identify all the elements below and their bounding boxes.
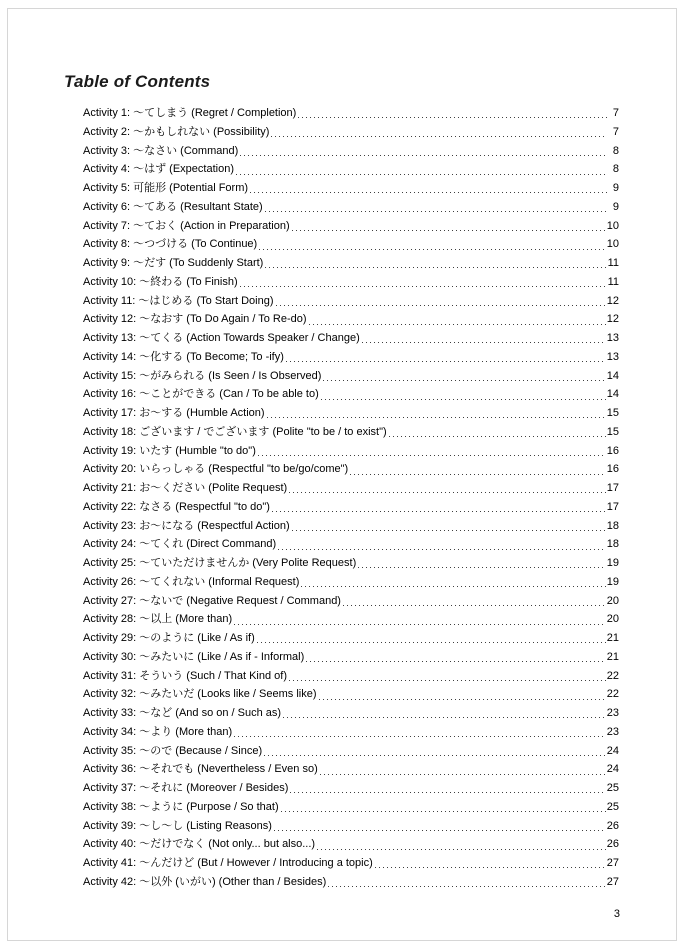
toc-entry[interactable] (83, 817, 619, 836)
toc-entry-page: 19 (606, 557, 619, 569)
dot-leader (323, 380, 605, 381)
document-page (7, 8, 677, 941)
toc-entry-page: 7 (612, 125, 619, 138)
toc-entry-page: 17 (606, 500, 619, 513)
toc-entry[interactable] (83, 367, 619, 386)
dot-leader (240, 286, 607, 287)
dot-leader (265, 267, 606, 268)
dot-leader (375, 867, 606, 868)
toc-entry-page: 22 (606, 688, 619, 701)
toc-entry[interactable] (83, 160, 619, 179)
toc-entry-label: Activity 12: ～なおす (To Do Again / To Re-do) (83, 313, 307, 326)
toc-entry[interactable] (83, 329, 619, 348)
toc-entry[interactable] (83, 685, 619, 704)
toc-entry-page: 8 (612, 163, 619, 176)
toc-entry[interactable] (83, 179, 619, 198)
dot-leader (306, 661, 605, 662)
toc-entry-page: 16 (606, 444, 619, 457)
toc-entry-label: Activity 39: ～し～し (Listing Reasons) (83, 819, 272, 832)
dot-leader (290, 792, 605, 793)
toc-entry[interactable] (83, 348, 619, 367)
toc-entry-page: 13 (606, 350, 619, 363)
dot-leader (234, 624, 606, 625)
toc-entry-page: 14 (606, 388, 619, 401)
toc-entry-page: 20 (606, 594, 619, 607)
toc-entry-page: 25 (606, 782, 619, 794)
dot-leader (274, 830, 606, 831)
toc-entry-label: Activity 40: ～だけでなく (Not only... but also...) (83, 838, 316, 851)
toc-entry-page: 12 (606, 294, 619, 307)
dot-leader (362, 342, 606, 343)
toc-entry-label: Activity 14: ～化する (To Become; To -ify) (83, 350, 284, 363)
toc-entry[interactable] (83, 629, 619, 648)
toc-entry[interactable] (83, 704, 619, 723)
dot-leader (309, 324, 606, 325)
toc-entry-label: Activity 2: ～かもしれない (Possibility) (83, 125, 270, 138)
toc-entry-label: Activity 21: お～ください (Polite Request) (83, 482, 288, 494)
table-of-contents (83, 104, 619, 892)
dot-leader (283, 717, 606, 718)
page-title: Table of Contents (64, 72, 211, 91)
toc-entry[interactable] (83, 798, 619, 817)
toc-entry-page: 17 (606, 482, 619, 494)
dot-leader (343, 605, 606, 606)
toc-entry-page: 13 (606, 332, 619, 344)
toc-entry[interactable] (83, 217, 619, 236)
toc-entry[interactable] (83, 610, 619, 629)
toc-entry[interactable] (83, 648, 619, 667)
toc-entry[interactable] (83, 723, 619, 742)
toc-entry-page: 22 (606, 669, 619, 682)
toc-entry-label: Activity 7: ～ておく (Action in Preparation) (83, 219, 290, 232)
dot-leader (236, 174, 607, 175)
toc-entry[interactable] (83, 835, 619, 854)
toc-entry-page: 10 (606, 238, 619, 251)
toc-entry-label: Activity 16: ～ことができる (Can / To be able to) (83, 388, 319, 401)
dot-leader (278, 549, 606, 550)
dot-leader (319, 699, 606, 700)
dot-leader (321, 399, 606, 400)
toc-entry-label: Activity 33: ～など (And so on / Such as) (83, 707, 282, 719)
toc-entry-label: Activity 22: なさる (Respectful "to do") (83, 500, 270, 513)
toc-entry-label: Activity 36: ～それでも (Nevertheless / Even so) (83, 763, 318, 776)
dot-leader (317, 849, 606, 850)
toc-entry-page: 25 (606, 800, 619, 813)
toc-entry-page: 24 (606, 744, 619, 757)
toc-entry-label: Activity 26: ～てくれない (Informal Request) (83, 575, 300, 588)
toc-entry-label: Activity 42: ～以外 (いがい) (Other than / Besides) (83, 875, 327, 888)
toc-entry-label: Activity 28: ～以上 (More than) (83, 613, 233, 626)
dot-leader (320, 774, 606, 775)
dot-leader (240, 155, 607, 156)
toc-entry-label: Activity 9: ～だす (To Suddenly Start) (83, 257, 264, 269)
dot-leader (286, 361, 606, 362)
toc-entry-page: 8 (612, 144, 619, 157)
toc-entry-label: Activity 10: ～終わる (To Finish) (83, 275, 238, 288)
toc-entry-page: 27 (606, 857, 619, 869)
toc-entry-label: Activity 8: ～つづける (To Continue) (83, 238, 258, 251)
toc-entry[interactable] (83, 442, 619, 461)
toc-entry[interactable] (83, 423, 619, 442)
toc-entry[interactable] (83, 873, 619, 892)
toc-entry-page: 19 (606, 575, 619, 588)
toc-entry-label: Activity 30: ～みたいに (Like / As if - Informal) (83, 650, 305, 663)
dot-leader (389, 436, 606, 437)
dot-leader (267, 417, 606, 418)
dot-leader (298, 117, 607, 118)
dot-leader (258, 455, 606, 456)
toc-entry-label: Activity 19: いたす (Humble "to do") (83, 444, 256, 457)
toc-entry[interactable] (83, 198, 619, 217)
toc-entry[interactable] (83, 535, 619, 554)
toc-entry-page: 15 (606, 425, 619, 438)
dot-leader (328, 886, 605, 887)
toc-entry-page: 9 (612, 200, 619, 213)
toc-entry-page: 7 (612, 107, 619, 119)
dot-leader (259, 249, 606, 250)
toc-entry[interactable] (83, 254, 619, 273)
toc-entry-label: Activity 11: ～はじめる (To Start Doing) (83, 294, 274, 307)
toc-entry-page: 18 (606, 538, 619, 551)
toc-entry[interactable] (83, 460, 619, 479)
toc-entry-label: Activity 35: ～ので (Because / Since) (83, 744, 263, 757)
dot-leader (272, 511, 606, 512)
toc-entry-page: 11 (607, 257, 619, 269)
toc-entry-label: Activity 37: ～それに (Moreover / Besides) (83, 782, 289, 794)
toc-entry-page: 15 (606, 407, 619, 419)
toc-entry-label: Activity 4: ～はず (Expectation) (83, 163, 234, 176)
toc-entry-label: Activity 6: ～てある (Resultant State) (83, 200, 263, 213)
dot-leader (289, 680, 606, 681)
toc-entry-page: 9 (612, 182, 619, 194)
toc-entry-page: 10 (606, 219, 619, 232)
toc-entry[interactable] (83, 123, 619, 142)
dot-leader (358, 567, 606, 568)
dot-leader (265, 211, 607, 212)
dot-leader (264, 755, 606, 756)
dot-leader (301, 586, 605, 587)
toc-entry[interactable] (83, 404, 619, 423)
dot-leader (276, 305, 606, 306)
toc-entry-label: Activity 3: ～なさい (Command) (83, 144, 239, 157)
toc-entry-label: Activity 32: ～みたいだ (Looks like / Seems like) (83, 688, 317, 701)
toc-entry[interactable] (83, 573, 619, 592)
toc-entry-page: 20 (606, 613, 619, 626)
toc-entry[interactable] (83, 760, 619, 779)
toc-entry[interactable] (83, 292, 619, 311)
toc-entry[interactable] (83, 592, 619, 611)
toc-entry-label: Activity 38: ～ように (Purpose / So that) (83, 800, 279, 813)
toc-entry-page: 23 (606, 725, 619, 738)
dot-leader (250, 192, 607, 193)
toc-entry-label: Activity 31: そういう (Such / That Kind of) (83, 669, 287, 682)
toc-entry-page: 26 (606, 838, 619, 851)
toc-entry[interactable] (83, 104, 619, 123)
toc-entry[interactable] (83, 779, 619, 798)
dot-leader (234, 736, 606, 737)
toc-entry-label: Activity 13: ～てくる (Action Towards Speaker / Change) (83, 332, 360, 344)
toc-entry-label: Activity 15: ～がみられる (Is Seen / Is Observed) (83, 369, 322, 382)
toc-entry[interactable] (83, 498, 619, 517)
dot-leader (257, 642, 606, 643)
toc-entry-label: Activity 20: いらっしゃる (Respectful "to be/go/come") (83, 463, 349, 476)
dot-leader (292, 230, 606, 231)
toc-entry-label: Activity 1: ～てしまう (Regret / Completion) (83, 107, 297, 119)
toc-entry-page: 14 (606, 369, 619, 382)
toc-entry-page: 23 (606, 707, 619, 719)
page-number: 3 (613, 908, 620, 920)
toc-entry[interactable] (83, 667, 619, 686)
toc-entry-label: Activity 25: ～ていただけませんか (Very Polite Request) (83, 557, 357, 569)
toc-entry[interactable] (83, 742, 619, 761)
dot-leader (271, 136, 607, 137)
toc-entry[interactable] (83, 235, 619, 254)
dot-leader (350, 474, 606, 475)
toc-entry-label: Activity 24: ～てくれ (Direct Command) (83, 538, 277, 551)
toc-entry-label: Activity 18: ございます / でございます (Polite "to be / to exist") (83, 425, 387, 438)
toc-entry[interactable] (83, 517, 619, 536)
toc-entry-label: Activity 23: お～になる (Respectful Action) (83, 519, 290, 532)
toc-entry[interactable] (83, 854, 619, 873)
toc-entry[interactable] (83, 479, 619, 498)
toc-entry-label: Activity 34: ～より (More than) (83, 725, 233, 738)
toc-entry-page: 21 (606, 632, 619, 644)
toc-entry-label: Activity 41: ～んだけど (But / However / Introducing a topic) (83, 857, 373, 869)
toc-entry-page: 11 (607, 275, 619, 288)
toc-entry-page: 24 (606, 763, 619, 776)
toc-entry[interactable] (83, 142, 619, 161)
toc-entry-label: Activity 17: お～する (Humble Action) (83, 407, 265, 419)
toc-entry-page: 26 (606, 819, 619, 832)
toc-entry-page: 12 (606, 313, 619, 326)
toc-entry[interactable] (83, 273, 619, 292)
toc-entry[interactable] (83, 385, 619, 404)
toc-entry-label: Activity 29: ～のように (Like / As if) (83, 632, 255, 644)
dot-leader (289, 492, 606, 493)
toc-entry-page: 21 (606, 650, 619, 663)
toc-entry-page: 27 (606, 875, 619, 888)
dot-leader (292, 530, 606, 531)
toc-entry-label: Activity 27: ～ないで (Negative Request / Command) (83, 594, 341, 607)
toc-entry-label: Activity 5: 可能形 (Potential Form) (83, 182, 249, 194)
toc-entry[interactable] (83, 310, 619, 329)
toc-entry-page: 18 (606, 519, 619, 532)
toc-entry[interactable] (83, 554, 619, 573)
toc-entry-page: 16 (606, 463, 619, 476)
dot-leader (281, 811, 606, 812)
